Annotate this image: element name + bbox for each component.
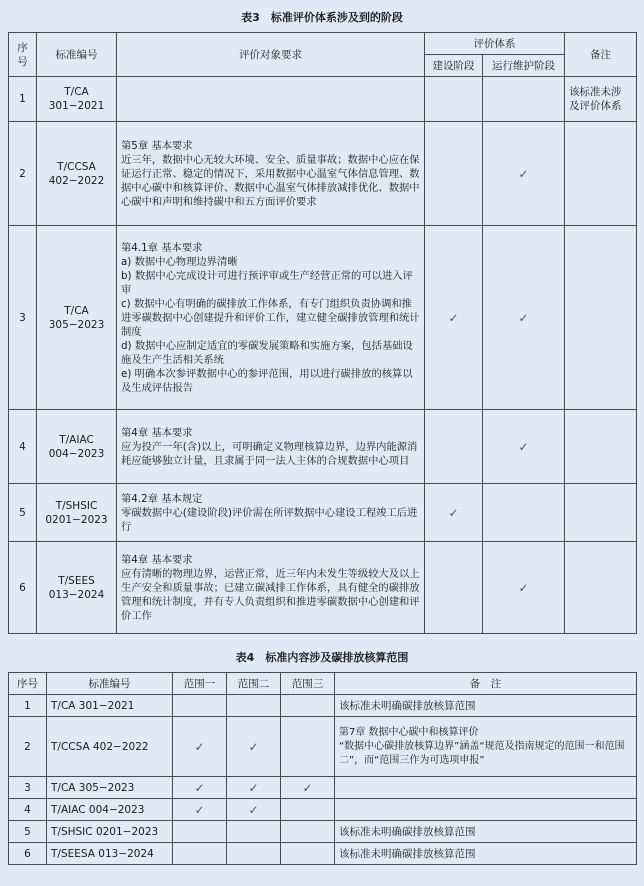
t4-row1-no: 1 bbox=[9, 695, 47, 717]
t3-header-code: 标准编号 bbox=[37, 33, 117, 77]
t3-row1-build bbox=[425, 77, 483, 122]
t4-row2-s1: ✓ bbox=[173, 717, 227, 777]
t4-header-code: 标准编号 bbox=[47, 673, 173, 695]
t4-row6-code: T/SEESA 013−2024 bbox=[47, 843, 173, 865]
table3-title: 表3 标准评价体系涉及到的阶段 bbox=[241, 11, 403, 24]
t4-row1-s1 bbox=[173, 695, 227, 717]
t4-row6-no: 6 bbox=[9, 843, 47, 865]
t4-row3-s1: ✓ bbox=[173, 777, 227, 799]
t4-header-s2: 范围二 bbox=[227, 673, 281, 695]
t3-row3-note bbox=[565, 226, 637, 410]
t4-row2-s2: ✓ bbox=[227, 717, 281, 777]
t4-header-note: 备 注 bbox=[335, 673, 637, 695]
t4-row3-s2: ✓ bbox=[227, 777, 281, 799]
t3-row1-no: 1 bbox=[9, 77, 37, 122]
t3-row3-code: T/CA 305−2023 bbox=[37, 226, 117, 410]
t4-row5-s3 bbox=[281, 821, 335, 843]
t4-row2-note: 第7章 数据中心碳中和核算评价 “数据中心碳排放核算边界”涵盖“规范及指南规定的范围一和范围二”，而“范围三作为可选项申报” bbox=[335, 717, 637, 777]
t4-row1-note: 该标准未明确碳排放核算范围 bbox=[335, 695, 637, 717]
t3-header-note: 备注 bbox=[565, 33, 637, 77]
t3-row3-operate: ✓ bbox=[483, 226, 565, 410]
table-row bbox=[9, 717, 637, 777]
t4-row4-code: T/AIAC 004−2023 bbox=[47, 799, 173, 821]
t3-header-req: 评价对象要求 bbox=[117, 33, 425, 77]
t3-row1-req bbox=[117, 77, 425, 122]
t3-row3-req: 第4.1章 基本要求 a) 数据中心物理边界清晰 b) 数据中心完成设计可进行预评审或生产经营正常的可以进入评审 c) 数据中心有明确的碳排放工作体系，有专门组织负责协调和推进零碳数据中心创建提升和评价工作，建立健全碳排放管理和统计制度 d) 数据中心应制定适宜的零碳发展策略和实施方案，包括基础设施及生产生活相关系统 e) 明确本次参评数据中心的参评范围，用以进行碳排放的核算以及生成评估报告 bbox=[117, 226, 425, 410]
t3-row2-code: T/CCSA 402−2022 bbox=[37, 122, 117, 226]
t3-row4-req: 第4章 基本要求 应为投产一年(含)以上，可明确定义物理核算边界，边界内能源消耗应能够独立计量，且隶属于同一法人主体的合规数据中心项目 bbox=[117, 410, 425, 484]
table-row bbox=[9, 843, 637, 865]
t3-row1-operate bbox=[483, 77, 565, 122]
t4-row5-s1 bbox=[173, 821, 227, 843]
table-row bbox=[9, 484, 637, 542]
t3-row2-no: 2 bbox=[9, 122, 37, 226]
t3-row4-no: 4 bbox=[9, 410, 37, 484]
t3-row4-note bbox=[565, 410, 637, 484]
table-row bbox=[9, 695, 637, 717]
t3-row5-build: ✓ bbox=[425, 484, 483, 542]
t4-row4-s2: ✓ bbox=[227, 799, 281, 821]
t4-row6-s1 bbox=[173, 843, 227, 865]
table3 bbox=[8, 32, 637, 634]
t4-row4-s3 bbox=[281, 799, 335, 821]
table-row bbox=[9, 777, 637, 799]
t4-row4-no: 4 bbox=[9, 799, 47, 821]
t4-row5-no: 5 bbox=[9, 821, 47, 843]
t3-row6-operate: ✓ bbox=[483, 542, 565, 634]
t4-header-no: 序号 bbox=[9, 673, 47, 695]
t3-row1-code: T/CA 301−2021 bbox=[37, 77, 117, 122]
t4-row1-code: T/CA 301−2021 bbox=[47, 695, 173, 717]
t3-row3-build: ✓ bbox=[425, 226, 483, 410]
t3-row5-operate bbox=[483, 484, 565, 542]
t4-row4-note bbox=[335, 799, 637, 821]
t4-row6-s2 bbox=[227, 843, 281, 865]
t3-row4-code: T/AIAC 004−2023 bbox=[37, 410, 117, 484]
t3-row5-note bbox=[565, 484, 637, 542]
t3-row4-build bbox=[425, 410, 483, 484]
t3-row6-build bbox=[425, 542, 483, 634]
t3-row2-operate: ✓ bbox=[483, 122, 565, 226]
t4-header-s1: 范围一 bbox=[173, 673, 227, 695]
t3-row2-note bbox=[565, 122, 637, 226]
t3-header-operate: 运行维护阶段 bbox=[483, 55, 565, 77]
t4-row1-s2 bbox=[227, 695, 281, 717]
t3-row6-no: 6 bbox=[9, 542, 37, 634]
t4-row5-code: T/SHSIC 0201−2023 bbox=[47, 821, 173, 843]
table-row bbox=[9, 226, 637, 410]
t3-row5-no: 5 bbox=[9, 484, 37, 542]
t3-row6-note bbox=[565, 542, 637, 634]
t3-row5-code: T/SHSIC 0201−2023 bbox=[37, 484, 117, 542]
t4-row2-no: 2 bbox=[9, 717, 47, 777]
t3-row2-build bbox=[425, 122, 483, 226]
t3-row4-operate: ✓ bbox=[483, 410, 565, 484]
table-row bbox=[9, 122, 637, 226]
t3-row6-req: 第4章 基本要求 应有清晰的物理边界，运营正常，近三年内未发生等级较大及以上生产安全和质量事故；已建立碳减排工作体系，具有健全的碳排放管理和统计制度，并有专人负责组织和推进零碳数据中心创建和评价工作 bbox=[117, 542, 425, 634]
t4-row4-s1: ✓ bbox=[173, 799, 227, 821]
t3-header-system: 评价体系 bbox=[425, 33, 565, 55]
t3-header-build: 建设阶段 bbox=[425, 55, 483, 77]
t4-row3-code: T/CA 305−2023 bbox=[47, 777, 173, 799]
table4 bbox=[8, 672, 637, 865]
t3-row5-req: 第4.2章 基本规定 零碳数据中心(建设阶段)评价需在所评数据中心建设工程竣工后进行 bbox=[117, 484, 425, 542]
t4-row5-note: 该标准未明确碳排放核算范围 bbox=[335, 821, 637, 843]
t4-row2-code: T/CCSA 402−2022 bbox=[47, 717, 173, 777]
t4-header-s3: 范围三 bbox=[281, 673, 335, 695]
t4-row3-s3: ✓ bbox=[281, 777, 335, 799]
t4-row1-s3 bbox=[281, 695, 335, 717]
table-row bbox=[9, 410, 637, 484]
t3-row6-code: T/SEES 013−2024 bbox=[37, 542, 117, 634]
table-row bbox=[9, 821, 637, 843]
table-row bbox=[9, 799, 637, 821]
t3-row3-no: 3 bbox=[9, 226, 37, 410]
t4-row6-s3 bbox=[281, 843, 335, 865]
t4-row3-note bbox=[335, 777, 637, 799]
table-row bbox=[9, 77, 637, 122]
t4-row2-s3 bbox=[281, 717, 335, 777]
t4-row6-note: 该标准未明确碳排放核算范围 bbox=[335, 843, 637, 865]
t3-header-no: 序 号 bbox=[9, 33, 37, 77]
t4-row5-s2 bbox=[227, 821, 281, 843]
table-row bbox=[9, 542, 637, 634]
t3-row1-note: 该标准未涉 及评价体系 bbox=[565, 77, 637, 122]
t4-row3-no: 3 bbox=[9, 777, 47, 799]
t3-row2-req: 第5章 基本要求 近三年，数据中心无较大环境、安全、质量事故；数据中心应在保证运行正常、稳定的情况下，采用数据中心温室气体信息管理、数据中心碳中和核算评价、数据中心温室气体排放减排优化、数据中心碳中和声明和维持碳中和五方面评价要求 bbox=[117, 122, 425, 226]
table4-title: 表4 标准内容涉及碳排放核算范围 bbox=[235, 651, 409, 664]
